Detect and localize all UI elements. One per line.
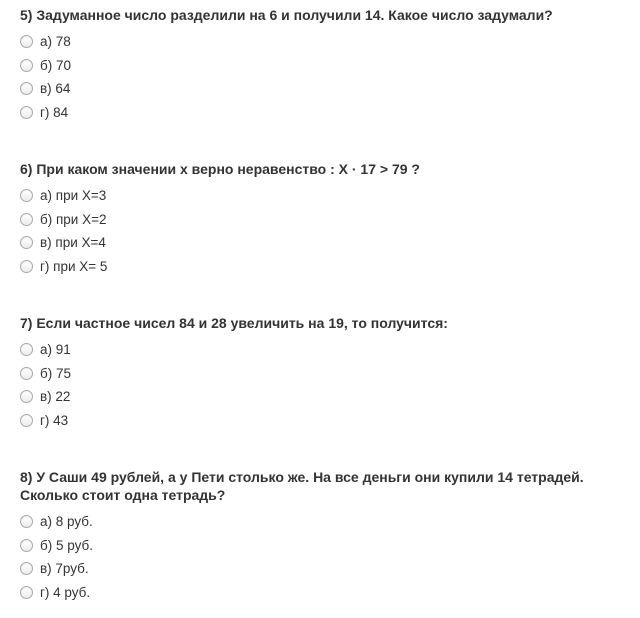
question-title: 6) При каком значении х верно неравенство : X · 17 > 79 ? bbox=[20, 161, 420, 177]
options-list bbox=[20, 30, 634, 124]
option-c[interactable] bbox=[20, 77, 634, 101]
radio-button[interactable] bbox=[20, 539, 33, 552]
question-7 bbox=[20, 314, 634, 454]
radio-button[interactable] bbox=[20, 213, 33, 226]
option-label: в) 22 bbox=[40, 389, 71, 405]
option-label: а) 91 bbox=[40, 342, 71, 358]
option-d[interactable] bbox=[20, 581, 634, 605]
option-label: б) при X=2 bbox=[40, 211, 107, 227]
option-label: а) 8 руб. bbox=[40, 514, 93, 530]
question-title: 8) У Саши 49 рублей, а у Пети столько же. На все деньги они купили 14 тетрадей. Сколько стоит одна тетрадь? bbox=[20, 469, 584, 503]
radio-button[interactable] bbox=[20, 414, 33, 427]
radio-button[interactable] bbox=[20, 35, 33, 48]
option-label: в) 7руб. bbox=[40, 561, 89, 577]
question-title: 7) Если частное чисел 84 и 28 увеличить на 19, то получится: bbox=[20, 315, 448, 331]
radio-button[interactable] bbox=[20, 586, 33, 599]
option-c[interactable] bbox=[20, 557, 634, 581]
option-label: в) 64 bbox=[40, 81, 71, 97]
option-b[interactable] bbox=[20, 362, 634, 386]
option-b[interactable] bbox=[20, 534, 634, 558]
option-label: б) 75 bbox=[40, 365, 71, 381]
option-a[interactable] bbox=[20, 510, 634, 534]
option-label: в) при X=4 bbox=[40, 235, 106, 251]
question-5 bbox=[20, 6, 634, 146]
quiz bbox=[20, 6, 634, 618]
option-a[interactable] bbox=[20, 338, 634, 362]
question-8 bbox=[20, 468, 634, 604]
options-list bbox=[20, 184, 634, 278]
question-6 bbox=[20, 160, 634, 300]
options-list bbox=[20, 338, 634, 432]
option-label: б) 70 bbox=[40, 57, 71, 73]
option-label: б) 5 руб. bbox=[40, 537, 93, 553]
option-label: г) при X= 5 bbox=[40, 258, 108, 274]
radio-button[interactable] bbox=[20, 390, 33, 403]
question-title: 5) Задуманное число разделили на 6 и получили 14. Какое число задумали? bbox=[20, 7, 553, 23]
option-label: г) 4 руб. bbox=[40, 584, 91, 600]
radio-button[interactable] bbox=[20, 260, 33, 273]
option-label: а) при X=3 bbox=[40, 188, 107, 204]
option-c[interactable] bbox=[20, 231, 634, 255]
radio-button[interactable] bbox=[20, 189, 33, 202]
radio-button[interactable] bbox=[20, 562, 33, 575]
option-label: а) 78 bbox=[40, 34, 71, 50]
option-label: г) 43 bbox=[40, 412, 69, 428]
radio-button[interactable] bbox=[20, 106, 33, 119]
option-a[interactable] bbox=[20, 30, 634, 54]
radio-button[interactable] bbox=[20, 236, 33, 249]
option-c[interactable] bbox=[20, 385, 634, 409]
option-b[interactable] bbox=[20, 208, 634, 232]
options-list bbox=[20, 510, 634, 604]
option-d[interactable] bbox=[20, 255, 634, 279]
option-d[interactable] bbox=[20, 409, 634, 433]
option-label: г) 84 bbox=[40, 104, 69, 120]
radio-button[interactable] bbox=[20, 515, 33, 528]
option-a[interactable] bbox=[20, 184, 634, 208]
radio-button[interactable] bbox=[20, 59, 33, 72]
option-b[interactable] bbox=[20, 54, 634, 78]
radio-button[interactable] bbox=[20, 367, 33, 380]
radio-button[interactable] bbox=[20, 82, 33, 95]
radio-button[interactable] bbox=[20, 343, 33, 356]
option-d[interactable] bbox=[20, 101, 634, 125]
